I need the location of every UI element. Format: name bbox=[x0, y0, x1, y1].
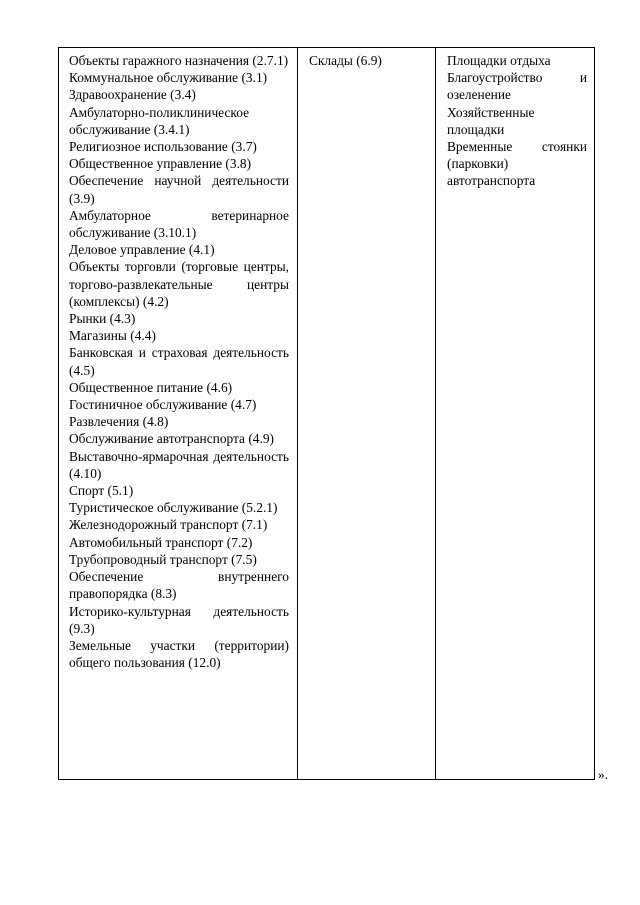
table-entry: Выставочно-ярмарочная деятельность (4.10) bbox=[69, 448, 289, 481]
table-entry: Амбулаторно-поликлиническое обслуживание (3.4.1) bbox=[69, 104, 250, 137]
column-divider-2 bbox=[435, 48, 436, 779]
table-entry: Банковская и страховая деятельность (4.5) bbox=[69, 345, 289, 378]
table-entry: Историко-культурная деятельность (9.3) bbox=[69, 603, 289, 636]
table-entry: Религиозное использование (3.7) bbox=[69, 139, 257, 155]
table-entry: Здравоохранение (3.4) bbox=[69, 87, 196, 103]
table-entry: Амбулаторное ветеринарное обслуживание (3.10.1) bbox=[69, 207, 289, 241]
table-entry: Обслуживание автотранспорта (4.9) bbox=[69, 431, 274, 447]
land-use-table bbox=[58, 47, 595, 780]
table-entry: Трубопроводный транспорт (7.5) bbox=[69, 551, 257, 567]
table-entry: Временные стоянки (парковки) автотранспорта bbox=[447, 139, 587, 189]
table-entry: Рынки (4.3) bbox=[69, 311, 136, 327]
table-entry: Коммунальное обслуживание (3.1) bbox=[69, 70, 268, 86]
table-entry: Благоустройство и озеленение bbox=[447, 70, 587, 103]
table-entry: Объекты гаражного назначения (2.7.1) bbox=[69, 53, 289, 68]
table-entry: Развлечения (4.8) bbox=[69, 414, 169, 430]
table-entry: Автомобильный транспорт (7.2) bbox=[69, 534, 253, 550]
table-entry: Обеспечение научной деятельности (3.9) bbox=[69, 173, 289, 206]
table-entry: Гостиничное обслуживание (4.7) bbox=[69, 397, 257, 413]
closing-quote-mark: ». bbox=[598, 767, 609, 782]
auxiliary-uses-column bbox=[447, 52, 587, 190]
table-entry: Обеспечение внутреннего правопорядка (8.3) bbox=[69, 569, 289, 602]
table-entry: Общественное управление (3.8) bbox=[69, 156, 252, 172]
main-uses-column bbox=[69, 52, 289, 671]
table-entry: Земельные участки (территории) общего пользования (12.0) bbox=[69, 637, 289, 671]
table-entry: Магазины (4.4) bbox=[69, 328, 156, 344]
table-entry: Общественное питание (4.6) bbox=[69, 379, 233, 395]
table-entry: Склады (6.9) bbox=[309, 53, 382, 68]
table-entry: Спорт (5.1) bbox=[69, 483, 134, 499]
table-entry: Хозяйственные площадки bbox=[447, 104, 535, 137]
table-entry: Туристическое обслуживание (5.2.1) bbox=[69, 500, 278, 516]
table-entry: Деловое управление (4.1) bbox=[69, 242, 215, 258]
table-entry: Железнодорожный транспорт (7.1) bbox=[69, 517, 268, 533]
table-entry: Площадки отдыха bbox=[447, 53, 551, 68]
table-entry: Объекты торговли (торговые центры, торгово-развлекательные центры (комплексы) (4.2) bbox=[69, 259, 289, 309]
conditional-uses-column bbox=[309, 52, 429, 69]
column-divider-1 bbox=[297, 48, 298, 779]
